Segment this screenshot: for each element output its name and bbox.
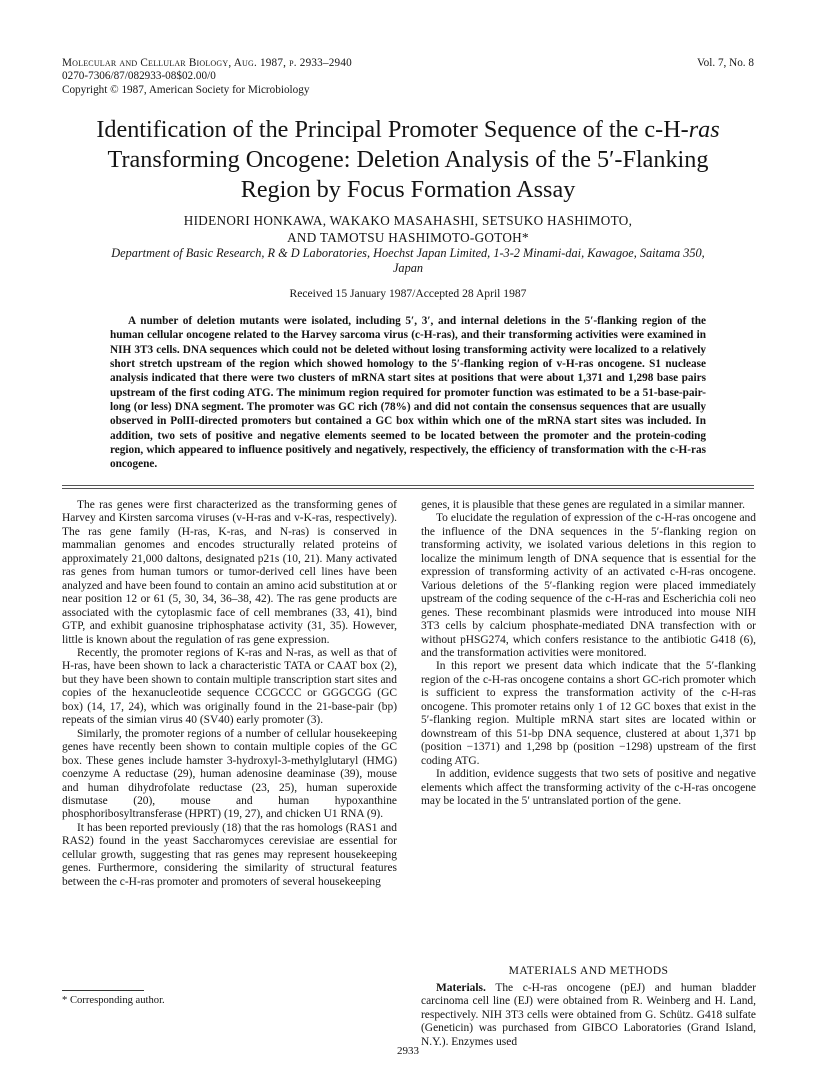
materials-text: The c-H-ras oncogene (pEJ) and human bladder carcinoma cell line (EJ) were obtained from R. Weinberg and H. Land, respectively. NIH 3T3 cells were obtained from G. Schütz. G418 sulfate (Geneticin) was purchased from GIBCO Laboratories (Grand Island, N.Y.). Enzymes used — [421, 982, 756, 1048]
paragraph: It has been reported previously (18) that the ras homologs (RAS1 and RAS2) found in the yeast Saccharomyces cerevisiae are essential for cellular growth, suggesting that ras genes may represent housekeeping genes. Furthermore, considering the similarity of structural features between the c-H-ras promoter and promoters of several housekeeping — [62, 821, 397, 888]
article-title — [60, 115, 756, 204]
paragraph: In addition, evidence suggests that two sets of positive and negative elements which affect the transforming activity of the c-H-ras oncogene may be located in the 5′ untranslated portion of the gene. — [421, 768, 756, 807]
paragraph: In this report we present data which indicate that the 5′-flanking region of the c-H-ras oncogene contains a short GC-rich promoter which is sufficient to express the transformation activity of the c-H-ras oncogene. This promoter retains only 1 of 12 GC boxes that exist in the 5′-flanking region. Multiple mRNA start sites are located within or downstream of this 51-bp DNA sequence, clustered at about 1,371 bp (position −1371) and 1,298 bp (position −1298) upstream of the first coding ATG. — [421, 660, 756, 767]
paragraph: To elucidate the regulation of expression of the c-H-ras oncogene and the influence of the DNA sequences in the 5′-flanking region on transforming activity, we isolated various deletions in this region to localize the minimum length of DNA sequence that is essential for the expression of transforming activity of an activated c-H-ras oncogene. Various deletions of the 5′-flanking region were placed immediately upstream of the coding sequence of the c-H-ras and Escherichia coli neo genes. These recombinant plasmids were introduced into mouse NIH 3T3 cells by calcium phosphate-mediated DNA transfection with or without pHSG274, which confers resistance to the antibiotic G418 (6), and the transformation activities were monitored. — [421, 512, 756, 659]
author-list — [60, 213, 756, 247]
journal-header — [62, 57, 352, 97]
title-line-1: Identification of the Principal Promoter Sequence of the c-H-ras — [96, 116, 720, 143]
authors-line-1: HIDENORI HONKAWA, WAKAKO MASAHASHI, SETSUKO HASHIMOTO, — [183, 213, 633, 228]
title-line-2: Transforming Oncogene: Deletion Analysis of the 5′-Flanking — [107, 145, 709, 173]
affiliation: Department of Basic Research, R & D Laboratories, Hoechst Japan Limited, 1-3-2 Minami-dai, Kawagoe, Saitama 350, Japan — [111, 246, 705, 275]
received-dates: Received 15 January 1987/Accepted 28 April 1987 — [289, 287, 527, 300]
right-column — [421, 499, 756, 808]
footnote: * Corresponding author. — [62, 995, 165, 1006]
section-heading: MATERIALS AND METHODS — [508, 964, 669, 977]
abstract-divider-bottom — [62, 488, 754, 489]
journal-citation: Molecular and Cellular Biology, Aug. 1987, p. 2933–2940 — [62, 57, 352, 69]
abstract: A number of deletion mutants were isolated, including 5′, 3′, and internal deletions in the 5′-flanking region of the human cellular oncogene related to the Harvey sarcoma virus (c-H-ras), and their transforming activities were examined in NIH 3T3 cells. DNA sequences which could not be deleted without losing transforming activity were localized to a relatively short stretch upstream of the region which showed homology to the 5′-flanking region of v-H-ras oncogene. S1 nuclease analysis indicated that there were two clusters of mRNA start sites at positions that were about 1,371 and 1,298 base pairs upstream of the first coding ATG. The minimum region required for promoter function was estimated to be a 51-base-pair-long (or less) DNA segment. The promoter was GC rich (78%) and did not contain the consensus sequences that are usually observed in PolII-directed promoters but contained a GC box within which one of the mRNA start sites was included. In addition, two sets of positive and negative elements seemed to be located between the promoter and the protein-coding region, which appeared to influence positively and negatively, respectively, the efficiency of transformation with the c-H-ras oncogene. — [110, 315, 706, 471]
title-line-3: Region by Focus Formation Assay — [240, 175, 576, 203]
copyright-line: Copyright © 1987, American Society for Microbiology — [62, 83, 310, 96]
footnote-rule — [62, 990, 144, 991]
paragraph: Similarly, the promoter regions of a number of cellular housekeeping genes have recently been shown to contain multiple copies of the GC box. These genes include hamster 3-hydroxyl-3-methylglutaryl (HMG) coenzyme A reductase (29), human adenosine deaminase (39), mouse and human dihydrofolate reductase (23, 25), human superoxide dismutase (20), mouse and human hypoxanthine phosphoribosyltransferase (HPRT) (19, 27), and chicken U1 RNA (9). — [62, 727, 397, 821]
issn-line: 0270-7306/87/082933-08$02.00/0 — [62, 70, 216, 83]
materials-paragraph — [421, 982, 756, 1049]
left-column — [62, 499, 397, 889]
page-number: 2933 — [397, 1045, 419, 1057]
volume-number: Vol. 7, No. 8 — [697, 57, 754, 69]
paragraph: The ras genes were first characterized as the transforming genes of Harvey and Kirsten sarcoma viruses (v-H-ras and v-K-ras, respectively). The ras gene family (H-ras, K-ras, and N-ras) is conserved in mammalian genomes and encodes structurally related proteins of approximately 21,000 daltons, designated p21s (10, 21). Many activated ras genes from human tumors or tumor-derived cell lines have been analyzed and have been found to contain an amino acid substitution at or near position 12 or 61 (5, 30, 34, 36–38, 42). The ras gene products are associated with the cytoplasmic face of cell membranes (33, 41), bind GTP, and exhibit guanosine triphosphatase activity (31, 35). However, little is known about the regulation of ras gene expression. — [62, 499, 397, 646]
paragraph: genes, it is plausible that these genes are regulated in a similar manner. — [421, 499, 745, 511]
paragraph: Recently, the promoter regions of K-ras and N-ras, as well as that of H-ras, have been shown to lack a characteristic TATA or CAAT box (2), but they have been shown to contain multiple transcription start sites and copies of the hexanucleotide sequence CCGCCC or GGGCGG (GC box) (14, 17, 24), which was originally found in the 21-base-pair (bp) repeats of the simian virus 40 (SV40) early promoter (3). — [62, 646, 397, 727]
abstract-divider-top — [62, 485, 754, 486]
authors-line-2: AND TAMOTSU HASHIMOTO-GOTOH* — [287, 229, 529, 245]
materials-label: Materials. — [436, 982, 486, 994]
